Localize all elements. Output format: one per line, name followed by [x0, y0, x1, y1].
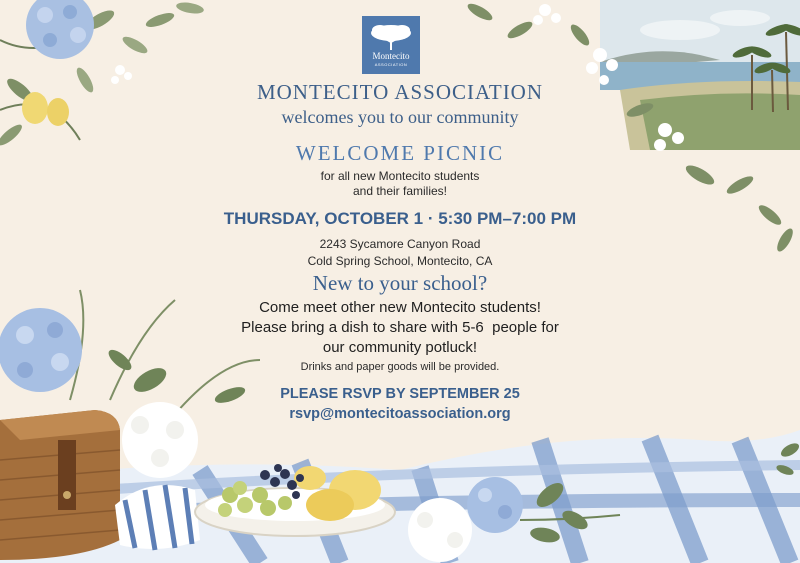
details-question: New to your school?	[312, 271, 488, 295]
logo-subtext: ASSOCIATION	[374, 62, 408, 67]
rsvp-email-link[interactable]: rsvp@montecitoassociation.org	[289, 406, 511, 422]
picnic-basket	[0, 410, 120, 560]
welcome-tagline: welcomes you to our community	[281, 107, 519, 127]
hydrangea-bottom-left	[0, 308, 82, 392]
event-address-line2: Cold Spring School, Montecito, CA	[307, 254, 493, 268]
details-line2: Please bring a dish to share with 5-6 people for	[241, 319, 559, 336]
rsvp-deadline: PLEASE RSVP BY SEPTEMBER 25	[280, 386, 520, 402]
details-line1: Come meet other new Montecito students!	[259, 299, 541, 316]
event-subtitle-line2: and their families!	[352, 184, 448, 198]
lemons	[22, 92, 69, 126]
logo-wordmark: Montecito	[372, 51, 410, 61]
event-title: WELCOME PICNIC	[295, 141, 505, 165]
flyer-content	[180, 0, 620, 440]
organization-name: MONTECITO ASSOCIATION	[256, 80, 544, 104]
event-datetime: THURSDAY, OCTOBER 1 · 5:30 PM–7:00 PM	[223, 209, 577, 228]
details-line3: our community potluck!	[322, 339, 478, 356]
oak-tree-icon	[362, 18, 420, 54]
association-logo	[362, 16, 420, 74]
hydrangea-bottom-right	[467, 477, 523, 533]
details-note: Drinks and paper goods will be provided.	[300, 361, 500, 373]
event-subtitle-line1: for all new Montecito students	[320, 169, 480, 183]
event-address-line1: 2243 Sycamore Canyon Road	[319, 237, 481, 251]
coastal-landscape	[600, 0, 800, 150]
hydrangea-top-left	[26, 0, 94, 59]
